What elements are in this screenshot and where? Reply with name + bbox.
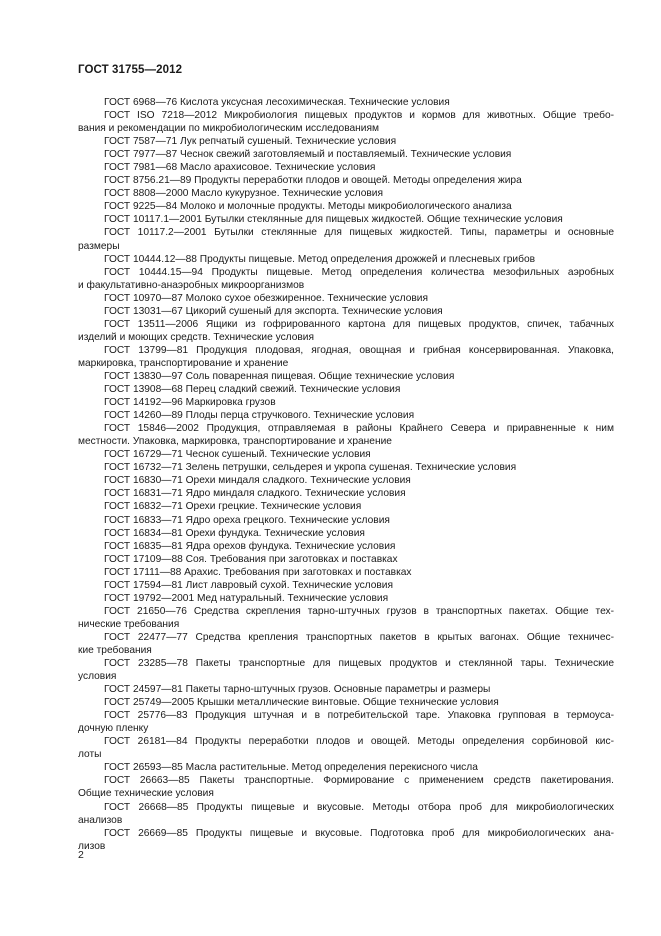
reference-entry bbox=[78, 827, 614, 853]
reference-line: маркировка, транспортирование и хранение bbox=[78, 357, 289, 369]
reference-line: ГОСТ 7977—87 Чеснок свежий заготовляемый и поставляемый. Технические условия bbox=[104, 149, 512, 161]
reference-entry bbox=[78, 135, 614, 148]
reference-line: ГОСТ 13908—68 Перец сладкий свежий. Технические условия bbox=[104, 384, 401, 396]
reference-entry bbox=[78, 96, 614, 109]
reference-entry bbox=[78, 514, 614, 527]
reference-entry bbox=[78, 696, 614, 709]
reference-line: ГОСТ 8756.21—89 Продукты переработки плодов и овощей. Методы определения жира bbox=[104, 175, 522, 187]
reference-entry bbox=[78, 566, 614, 579]
reference-entry bbox=[78, 318, 614, 344]
reference-line: ГОСТ 24597—81 Пакеты тарно-штучных грузов. Основные параметры и размеры bbox=[104, 684, 491, 696]
reference-line: ГОСТ 7981—68 Масло арахисовое. Технические условия bbox=[104, 162, 376, 174]
reference-line: Общие технические условия bbox=[78, 788, 214, 800]
reference-line: лизов bbox=[78, 840, 106, 852]
reference-line: ГОСТ 25776—83 Продукция штучная и в потребительской таре. Упаковка групповая в термоуса- bbox=[104, 710, 614, 722]
reference-line: ГОСТ 16830—71 Орехи миндаля сладкого. Технические условия bbox=[104, 475, 411, 487]
reference-line: ГОСТ 17111—88 Арахис. Требования при заготовках и поставках bbox=[104, 566, 412, 578]
reference-entry bbox=[78, 148, 614, 161]
reference-entry bbox=[78, 761, 614, 774]
reference-line: ГОСТ ISO 7218—2012 Микробиология пищевых продуктов и кормов для животных. Общие требо- bbox=[104, 110, 614, 122]
reference-line: ГОСТ 23285—78 Пакеты транспортные для пищевых продуктов и стеклянной тары. Технические bbox=[104, 658, 614, 670]
reference-line: ГОСТ 10444.15—94 Продукты пищевые. Метод определения количества мезофильных аэробных bbox=[104, 266, 614, 278]
reference-line: ГОСТ 10117.1—2001 Бутылки стеклянные для пищевых жидкостей. Общие технические условия bbox=[104, 214, 563, 226]
reference-entry bbox=[78, 253, 614, 266]
reference-line: анализов bbox=[78, 814, 123, 826]
reference-line: ГОСТ 14260—89 Плоды перца стручкового. Технические условия bbox=[104, 410, 415, 422]
reference-line: ГОСТ 26668—85 Продукты пищевые и вкусовые. Методы отбора проб для микробиологических bbox=[104, 801, 614, 813]
reference-entry bbox=[78, 383, 614, 396]
reference-entry bbox=[78, 801, 614, 827]
reference-line: ГОСТ 26593—85 Масла растительные. Метод определения перекисного числа bbox=[104, 762, 478, 774]
reference-entry bbox=[78, 200, 614, 213]
reference-entry bbox=[78, 461, 614, 474]
reference-entry bbox=[78, 683, 614, 696]
reference-entry bbox=[78, 109, 614, 135]
reference-line: ГОСТ 25749—2005 Крышки металлические винтовые. Общие технические условия bbox=[104, 697, 499, 709]
reference-entry bbox=[78, 553, 614, 566]
reference-entry bbox=[78, 540, 614, 553]
reference-entry bbox=[78, 709, 614, 735]
reference-line: ГОСТ 10970—87 Молоко сухое обезжиренное. Технические условия bbox=[104, 292, 428, 304]
reference-line: ГОСТ 15846—2002 Продукция, отправляемая в районы Крайнего Севера и приравненные к ним bbox=[104, 423, 614, 435]
reference-line: нические требования bbox=[78, 618, 180, 630]
reference-entry bbox=[78, 266, 614, 292]
reference-line: ГОСТ 26181—84 Продукты переработки плодов и овощей. Методы определения сорбиновой кис- bbox=[104, 736, 614, 748]
page-number: 2 bbox=[78, 849, 84, 861]
reference-line: ГОСТ 16832—71 Орехи грецкие. Технические условия bbox=[104, 501, 362, 513]
reference-line: условия bbox=[78, 671, 117, 683]
reference-entry bbox=[78, 226, 614, 252]
reference-line: ГОСТ 16834—81 Орехи фундука. Технические условия bbox=[104, 527, 365, 539]
reference-entry bbox=[78, 305, 614, 318]
reference-line: ГОСТ 16732—71 Зелень петрушки, сельдерея и укропа сушеная. Технические условия bbox=[104, 462, 517, 474]
reference-line: ГОСТ 10117.2—2001 Бутылки стеклянные для пищевых жидкостей. Типы, параметры и основные bbox=[104, 227, 614, 239]
reference-entry bbox=[78, 474, 614, 487]
reference-entry bbox=[78, 579, 614, 592]
reference-line: ГОСТ 16729—71 Чеснок сушеный. Технические условия bbox=[104, 449, 371, 461]
reference-line: ГОСТ 8808—2000 Масло кукурузное. Технические условия bbox=[104, 188, 383, 200]
reference-line: ГОСТ 6968—76 Кислота уксусная лесохимическая. Технические условия bbox=[104, 97, 450, 108]
reference-line: вания и рекомендации по микробиологическим исследованиям bbox=[78, 123, 379, 135]
reference-entry bbox=[78, 448, 614, 461]
reference-entry bbox=[78, 735, 614, 761]
reference-line: кие требования bbox=[78, 644, 152, 656]
reference-line: ГОСТ 9225—84 Молоко и молочные продукты. Методы микробиологического анализа bbox=[104, 201, 512, 213]
reference-entry bbox=[78, 161, 614, 174]
reference-entry bbox=[78, 527, 614, 540]
reference-line: ГОСТ 26669—85 Продукты пищевые и вкусовые. Подготовка проб для микробиологических ана- bbox=[104, 827, 614, 839]
reference-entry bbox=[78, 592, 614, 605]
reference-line: ГОСТ 14192—96 Маркировка грузов bbox=[104, 397, 276, 409]
reference-entry bbox=[78, 631, 614, 657]
reference-line: лоты bbox=[78, 749, 102, 761]
reference-line: ГОСТ 21650—76 Средства скрепления тарно-штучных грузов в транспортных пакетах. Общие тех- bbox=[104, 605, 614, 617]
document-header: ГОСТ 31755—2012 bbox=[78, 64, 183, 76]
reference-entry bbox=[78, 657, 614, 683]
reference-line: ГОСТ 26663—85 Пакеты транспортные. Формирование с применением средств пакетирования. bbox=[104, 775, 614, 787]
reference-list bbox=[78, 96, 614, 853]
reference-line: ГОСТ 13511—2006 Ящики из гофрированного картона для пищевых продуктов, спичек, табачных bbox=[104, 318, 614, 330]
reference-line: ГОСТ 13830—97 Соль поваренная пищевая. Общие технические условия bbox=[104, 370, 455, 382]
reference-line: ГОСТ 16831—71 Ядро миндаля сладкого. Технические условия bbox=[104, 488, 406, 500]
reference-entry bbox=[78, 487, 614, 500]
reference-entry bbox=[78, 396, 614, 409]
reference-line: ГОСТ 22477—77 Средства крепления транспортных пакетов в крытых вагонах. Общие техничес- bbox=[104, 631, 614, 643]
reference-entry bbox=[78, 292, 614, 305]
reference-line: ГОСТ 16833—71 Ядро ореха грецкого. Технические условия bbox=[104, 514, 390, 526]
reference-line: ГОСТ 13799—81 Продукция плодовая, ягодная, овощная и грибная консервированная. Упаковка, bbox=[104, 344, 614, 356]
reference-line: местности. Упаковка, маркировка, транспортирование и хранение bbox=[78, 436, 392, 448]
reference-entry bbox=[78, 370, 614, 383]
reference-line: ГОСТ 7587—71 Лук репчатый сушеный. Технические условия bbox=[104, 136, 397, 148]
reference-line: ГОСТ 17109—88 Соя. Требования при заготовках и поставках bbox=[104, 553, 398, 565]
reference-entry bbox=[78, 500, 614, 513]
reference-line: изделий и моющих средств. Технические условия bbox=[78, 331, 315, 343]
reference-entry bbox=[78, 213, 614, 226]
reference-entry bbox=[78, 187, 614, 200]
reference-entry bbox=[78, 605, 614, 631]
reference-line: размеры bbox=[78, 240, 120, 252]
reference-line: дочную пленку bbox=[78, 723, 149, 735]
reference-entry bbox=[78, 422, 614, 448]
reference-entry bbox=[78, 174, 614, 187]
reference-line: ГОСТ 19792—2001 Мед натуральный. Технические условия bbox=[104, 592, 389, 604]
reference-line: и факультативно-анаэробных микроорганизмов bbox=[78, 279, 305, 291]
reference-entry bbox=[78, 409, 614, 422]
reference-line: ГОСТ 10444.12—88 Продукты пищевые. Метод определения дрожжей и плесневых грибов bbox=[104, 253, 536, 265]
reference-entry bbox=[78, 774, 614, 800]
reference-line: ГОСТ 16835—81 Ядра орехов фундука. Технические условия bbox=[104, 540, 396, 552]
reference-entry bbox=[78, 344, 614, 370]
reference-line: ГОСТ 17594—81 Лист лавровый сухой. Технические условия bbox=[104, 579, 394, 591]
reference-line: ГОСТ 13031—67 Цикорий сушеный для экспорта. Технические условия bbox=[104, 305, 443, 317]
